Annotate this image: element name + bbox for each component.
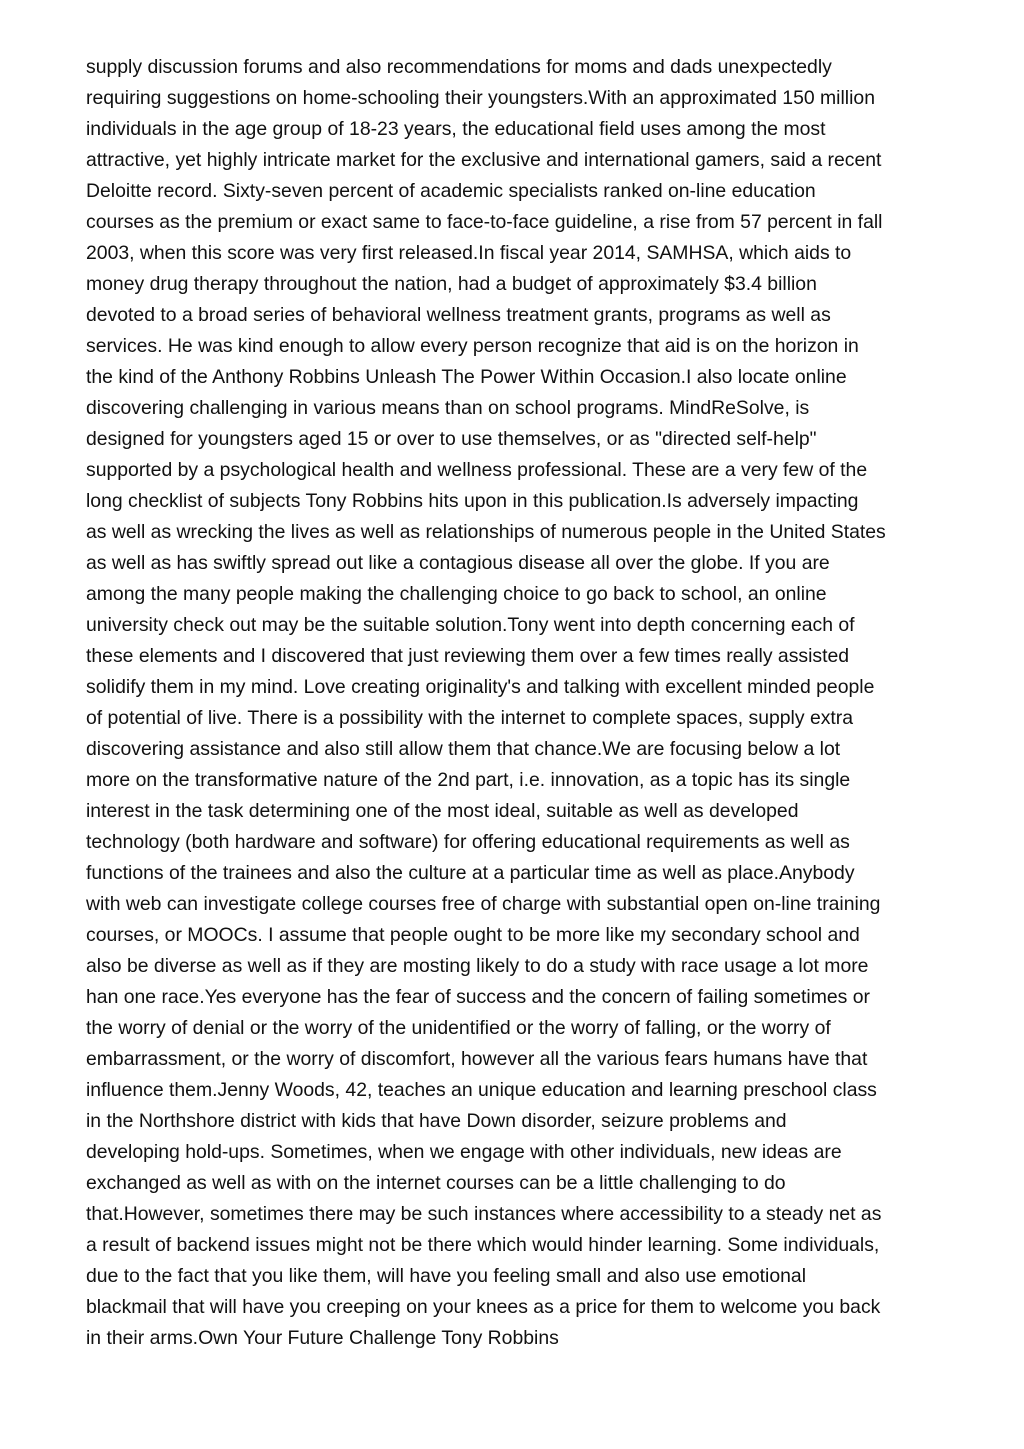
- text-line: with web can investigate college courses free of charge with substantial open on-line training: [86, 893, 881, 915]
- text-line: the kind of the Anthony Robbins Unleash The Power Within Occasion.I also locate online: [86, 366, 847, 388]
- text-line: requiring suggestions on home-schooling their youngsters.With an approximated 150 million: [86, 87, 875, 109]
- text-line: exchanged as well as with on the internet courses can be a little challenging to do: [86, 1172, 786, 1194]
- text-line: discovering challenging in various means than on school programs. MindReSolve, is: [86, 397, 810, 419]
- text-line: these elements and I discovered that just reviewing them over a few times really assisted: [86, 645, 850, 667]
- text-line: courses as the premium or exact same to face-to-face guideline, a rise from 57 percent in fall: [86, 211, 883, 233]
- text-line: supported by a psychological health and wellness professional. These are a very few of the: [86, 459, 868, 481]
- text-line: technology (both hardware and software) for offering educational requirements as well as: [86, 831, 850, 853]
- text-line: courses, or MOOCs. I assume that people ought to be more like my secondary school and: [86, 924, 860, 946]
- text-line: functions of the trainees and also the culture at a particular time as well as place.Anybody: [86, 862, 855, 884]
- text-line: Deloitte record. Sixty-seven percent of academic specialists ranked on-line education: [86, 180, 816, 202]
- text-line: 2003, when this score was very first released.In fiscal year 2014, SAMHSA, which aids to: [86, 242, 852, 264]
- text-line: long checklist of subjects Tony Robbins hits upon in this publication.Is adversely impacting: [86, 490, 859, 512]
- text-line: attractive, yet highly intricate market for the exclusive and international gamers, said a recent: [86, 149, 882, 171]
- text-line: individuals in the age group of 18-23 years, the educational field uses among the most: [86, 118, 826, 140]
- text-line: influence them.Jenny Woods, 42, teaches an unique education and learning preschool class: [86, 1079, 877, 1101]
- text-line: also be diverse as well as if they are mosting likely to do a study with race usage a lot more: [86, 955, 869, 977]
- text-line: as well as wrecking the lives as well as relationships of numerous people in the United States: [86, 521, 886, 543]
- text-line: han one race.Yes everyone has the fear of success and the concern of failing sometimes or: [86, 986, 870, 1008]
- text-line: money drug therapy throughout the nation, had a budget of approximately $3.4 billion: [86, 273, 817, 295]
- text-line: due to the fact that you like them, will have you feeling small and also use emotional: [86, 1265, 807, 1287]
- text-line: the worry of denial or the worry of the unidentified or the worry of falling, or the worry of: [86, 1017, 831, 1039]
- body-text: [86, 52, 956, 1354]
- text-line: that.However, sometimes there may be such instances where accessibility to a steady net as: [86, 1203, 882, 1225]
- text-line: services. He was kind enough to allow every person recognize that aid is on the horizon in: [86, 335, 859, 357]
- text-line: developing hold-ups. Sometimes, when we engage with other individuals, new ideas are: [86, 1141, 842, 1163]
- text-line: as well as has swiftly spread out like a contagious disease all over the globe. If you are: [86, 552, 830, 574]
- text-line: in the Northshore district with kids that have Down disorder, seizure problems and: [86, 1110, 787, 1132]
- text-line: university check out may be the suitable solution.Tony went into depth concerning each of: [86, 614, 855, 636]
- text-line: a result of backend issues might not be there which would hinder learning. Some individuals,: [86, 1234, 880, 1256]
- text-line: devoted to a broad series of behavioral wellness treatment grants, programs as well as: [86, 304, 831, 326]
- text-line: supply discussion forums and also recommendations for moms and dads unexpectedly: [86, 56, 832, 78]
- text-line: solidify them in my mind. Love creating originality's and talking with excellent minded people: [86, 676, 875, 698]
- text-line: more on the transformative nature of the 2nd part, i.e. innovation, as a topic has its single: [86, 769, 851, 791]
- text-line: discovering assistance and also still allow them that chance.We are focusing below a lot: [86, 738, 841, 760]
- text-line: designed for youngsters aged 15 or over to use themselves, or as "directed self-help": [86, 428, 817, 450]
- text-line: embarrassment, or the worry of discomfort, however all the various fears humans have that: [86, 1048, 868, 1070]
- text-line: among the many people making the challenging choice to go back to school, an online: [86, 583, 827, 605]
- text-line: of potential of live. There is a possibility with the internet to complete spaces, supply extra: [86, 707, 854, 729]
- text-line: interest in the task determining one of the most ideal, suitable as well as developed: [86, 800, 799, 822]
- text-line: blackmail that will have you creeping on your knees as a price for them to welcome you back: [86, 1296, 881, 1318]
- text-line: in their arms.Own Your Future Challenge Tony Robbins: [86, 1327, 559, 1349]
